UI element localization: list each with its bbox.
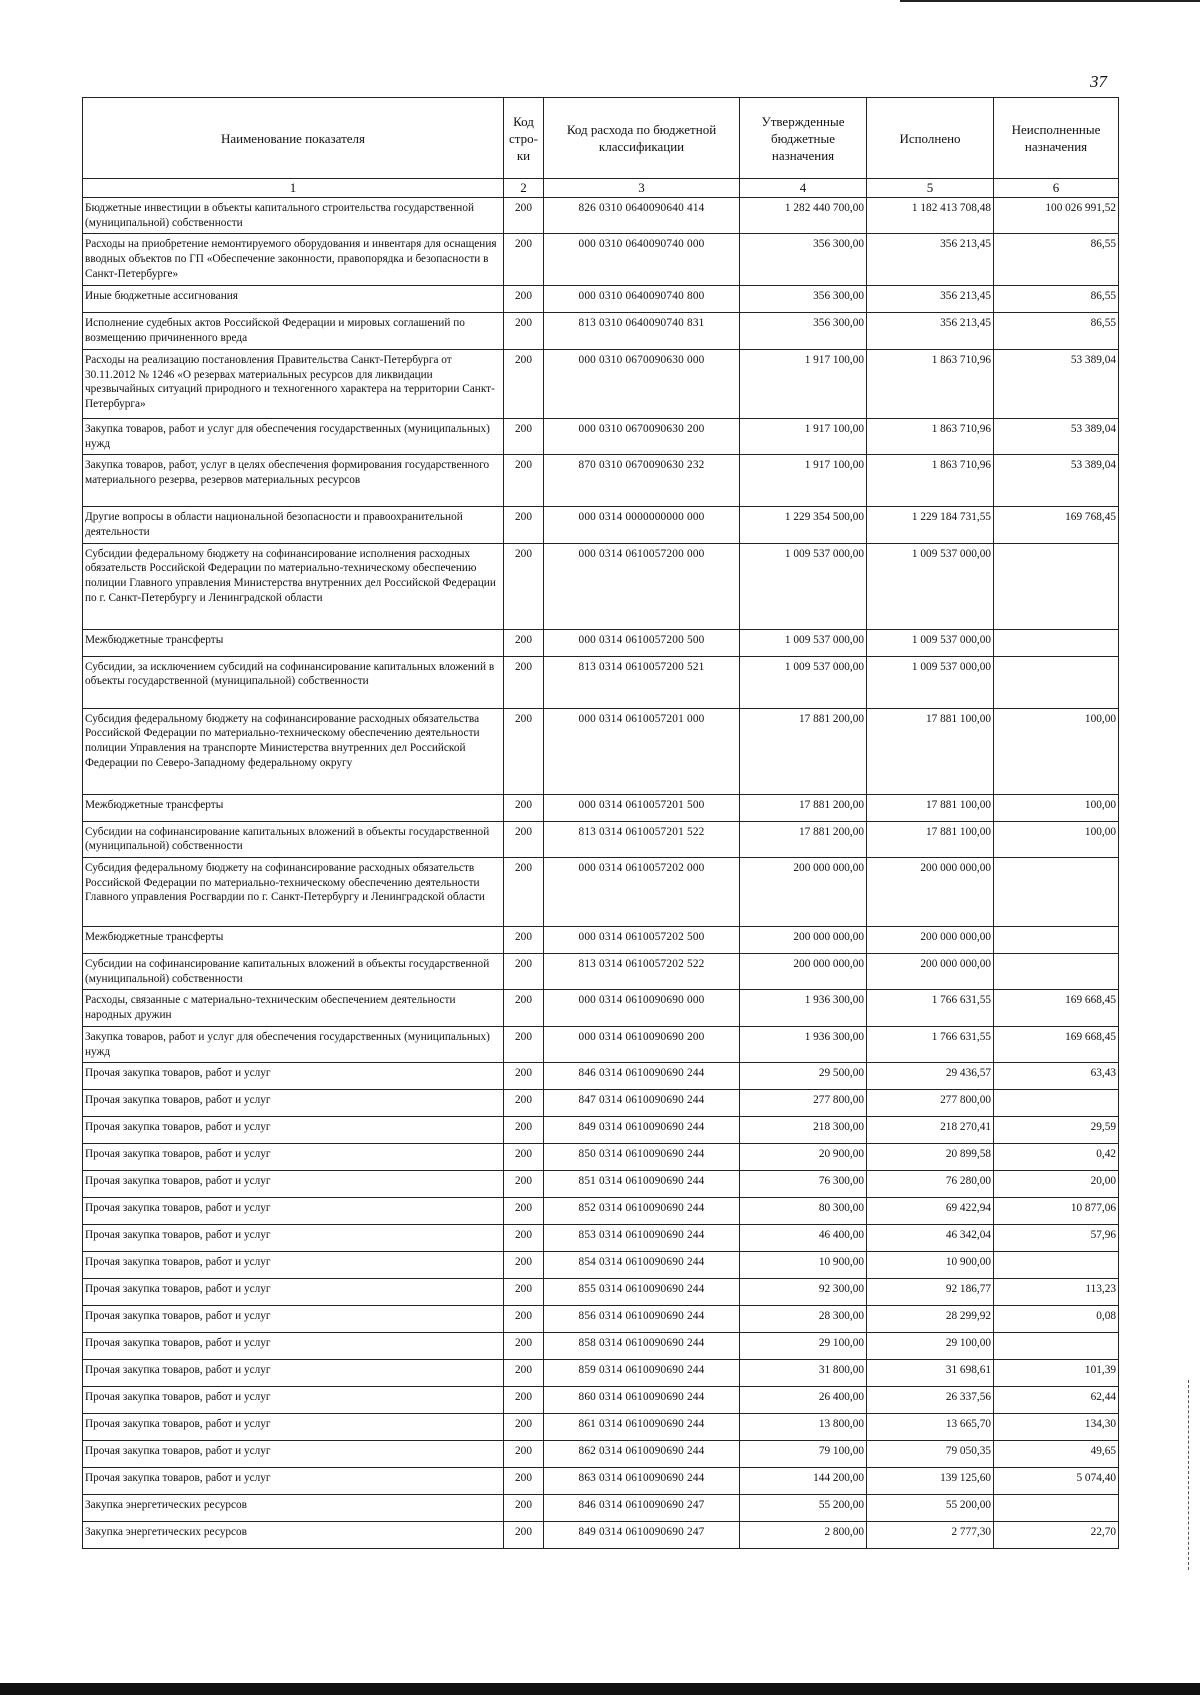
row-executed-amount: 218 270,41 [867,1117,994,1144]
row-name: Закупка товаров, работ, услуг в целях обеспечения формирования государственного материального резерва, резервов материальных ресурсов [83,455,504,507]
row-expense-code: 851 0314 0610090690 244 [544,1171,740,1198]
table-row [83,1441,1119,1468]
row-approved-amount: 1 917 100,00 [740,455,867,507]
row-unexecuted-amount: 100 026 991,52 [994,198,1119,234]
row-name: Расходы на приобретение немонтируемого оборудования и инвентаря для оснащения вводных объектов по ГП «Обеспечение законности, правопорядка и безопасности в Санкт-Петербурге» [83,234,504,286]
row-line-code: 200 [504,234,544,286]
row-unexecuted-amount: 113,23 [994,1279,1119,1306]
table-row [83,1306,1119,1333]
row-executed-amount: 356 213,45 [867,313,994,349]
table-row [83,418,1119,454]
bottom-scan-bar [0,1683,1200,1695]
row-line-code: 200 [504,954,544,990]
row-name: Расходы, связанные с материально-техническим обеспечением деятельности народных дружин [83,990,504,1026]
row-executed-amount: 31 698,61 [867,1360,994,1387]
table-row [83,708,1119,794]
row-name: Прочая закупка товаров, работ и услуг [83,1225,504,1252]
column-number-row [83,179,1119,198]
row-line-code: 200 [504,198,544,234]
row-approved-amount: 76 300,00 [740,1171,867,1198]
row-executed-amount: 200 000 000,00 [867,954,994,990]
row-executed-amount: 139 125,60 [867,1468,994,1495]
row-name: Субсидии федеральному бюджету на софинансирование исполнения расходных обязательств Российской Федерации по материально-техническому обеспечению полиции Главного управления Министерства внутренних дел Российской Федерации по г. Санкт-Петербургу и Ленинградской области [83,543,504,629]
row-unexecuted-amount [994,1495,1119,1522]
row-name: Закупка энергетических ресурсов [83,1495,504,1522]
row-line-code: 200 [504,858,544,927]
row-executed-amount: 1 863 710,96 [867,418,994,454]
row-approved-amount: 144 200,00 [740,1468,867,1495]
row-expense-code: 849 0314 0610090690 244 [544,1117,740,1144]
row-approved-amount: 218 300,00 [740,1117,867,1144]
row-executed-amount: 29 436,57 [867,1063,994,1090]
row-name: Прочая закупка товаров, работ и услуг [83,1414,504,1441]
row-name: Прочая закупка товаров, работ и услуг [83,1279,504,1306]
table-row [83,656,1119,708]
row-expense-code: 000 0310 0670090630 200 [544,418,740,454]
row-executed-amount: 1 766 631,55 [867,990,994,1026]
row-approved-amount: 1 936 300,00 [740,1026,867,1062]
table-row [83,543,1119,629]
row-approved-amount: 200 000 000,00 [740,954,867,990]
row-approved-amount: 79 100,00 [740,1441,867,1468]
row-approved-amount: 29 100,00 [740,1333,867,1360]
row-unexecuted-amount [994,543,1119,629]
row-line-code: 200 [504,543,544,629]
row-approved-amount: 55 200,00 [740,1495,867,1522]
header-line-code: Код стро-ки [504,98,544,179]
row-line-code: 200 [504,1063,544,1090]
row-line-code: 200 [504,1495,544,1522]
row-name: Прочая закупка товаров, работ и услуг [83,1198,504,1225]
row-name: Прочая закупка товаров, работ и услуг [83,1063,504,1090]
row-unexecuted-amount: 86,55 [994,313,1119,349]
row-unexecuted-amount: 5 074,40 [994,1468,1119,1495]
row-line-code: 200 [504,656,544,708]
row-approved-amount: 80 300,00 [740,1198,867,1225]
header-executed: Исполнено [867,98,994,179]
row-approved-amount: 1 917 100,00 [740,349,867,418]
row-line-code: 200 [504,418,544,454]
row-line-code: 200 [504,1225,544,1252]
row-executed-amount: 29 100,00 [867,1333,994,1360]
row-executed-amount: 1 182 413 708,48 [867,198,994,234]
table-row [83,349,1119,418]
row-unexecuted-amount: 134,30 [994,1414,1119,1441]
table-row [83,286,1119,313]
table-row [83,821,1119,857]
row-expense-code: 846 0314 0610090690 244 [544,1063,740,1090]
row-unexecuted-amount: 169 768,45 [994,507,1119,543]
row-expense-code: 854 0314 0610090690 244 [544,1252,740,1279]
table-row [83,1387,1119,1414]
scan-edge-marks [1188,1380,1191,1570]
row-name: Межбюджетные трансферты [83,927,504,954]
row-approved-amount: 200 000 000,00 [740,858,867,927]
table-row [83,629,1119,656]
row-executed-amount: 1 009 537 000,00 [867,543,994,629]
row-expense-code: 000 0314 0610057200 500 [544,629,740,656]
row-unexecuted-amount [994,629,1119,656]
column-number: 3 [544,179,740,198]
row-line-code: 200 [504,1117,544,1144]
row-executed-amount: 13 665,70 [867,1414,994,1441]
row-executed-amount: 17 881 100,00 [867,794,994,821]
row-expense-code: 861 0314 0610090690 244 [544,1414,740,1441]
row-line-code: 200 [504,349,544,418]
row-name: Другие вопросы в области национальной безопасности и правоохранительной деятельности [83,507,504,543]
row-unexecuted-amount: 86,55 [994,234,1119,286]
row-unexecuted-amount: 169 668,45 [994,990,1119,1026]
row-line-code: 200 [504,1360,544,1387]
row-expense-code: 000 0314 0610057202 500 [544,927,740,954]
header-expense-code: Код расхода по бюджетной классификации [544,98,740,179]
row-executed-amount: 1 009 537 000,00 [867,656,994,708]
row-expense-code: 000 0314 0610090690 200 [544,1026,740,1062]
row-line-code: 200 [504,1144,544,1171]
row-executed-amount: 200 000 000,00 [867,858,994,927]
table-row [83,1090,1119,1117]
row-unexecuted-amount [994,858,1119,927]
row-line-code: 200 [504,1198,544,1225]
row-expense-code: 858 0314 0610090690 244 [544,1333,740,1360]
table-row [83,990,1119,1026]
row-executed-amount: 20 899,58 [867,1144,994,1171]
row-executed-amount: 2 777,30 [867,1522,994,1549]
table-row [83,1333,1119,1360]
header-indicator-name: Наименование показателя [83,98,504,179]
row-expense-code: 856 0314 0610090690 244 [544,1306,740,1333]
row-approved-amount: 29 500,00 [740,1063,867,1090]
row-unexecuted-amount: 100,00 [994,821,1119,857]
row-executed-amount: 1 766 631,55 [867,1026,994,1062]
row-name: Закупка энергетических ресурсов [83,1522,504,1549]
row-name: Прочая закупка товаров, работ и услуг [83,1252,504,1279]
table-body [83,198,1119,1549]
row-expense-code: 000 0310 0640090740 800 [544,286,740,313]
row-expense-code: 847 0314 0610090690 244 [544,1090,740,1117]
row-expense-code: 000 0314 0610057200 000 [544,543,740,629]
row-unexecuted-amount: 169 668,45 [994,1026,1119,1062]
top-edge-line [900,0,1200,2]
row-unexecuted-amount: 53 389,04 [994,349,1119,418]
row-approved-amount: 356 300,00 [740,286,867,313]
row-unexecuted-amount: 53 389,04 [994,455,1119,507]
row-approved-amount: 13 800,00 [740,1414,867,1441]
row-approved-amount: 17 881 200,00 [740,794,867,821]
header-unexecuted: Неисполненные назначения [994,98,1119,179]
table-row [83,1468,1119,1495]
row-unexecuted-amount: 53 389,04 [994,418,1119,454]
row-unexecuted-amount [994,954,1119,990]
row-expense-code: 853 0314 0610090690 244 [544,1225,740,1252]
row-executed-amount: 277 800,00 [867,1090,994,1117]
row-name: Прочая закупка товаров, работ и услуг [83,1306,504,1333]
row-approved-amount: 92 300,00 [740,1279,867,1306]
row-line-code: 200 [504,990,544,1026]
row-unexecuted-amount: 62,44 [994,1387,1119,1414]
row-expense-code: 870 0310 0670090630 232 [544,455,740,507]
row-expense-code: 000 0310 0670090630 000 [544,349,740,418]
table-row [83,1117,1119,1144]
row-approved-amount: 26 400,00 [740,1387,867,1414]
row-name: Прочая закупка товаров, работ и услуг [83,1333,504,1360]
row-unexecuted-amount: 22,70 [994,1522,1119,1549]
table-row [83,1495,1119,1522]
table-row [83,1279,1119,1306]
row-executed-amount: 356 213,45 [867,286,994,313]
row-name: Межбюджетные трансферты [83,794,504,821]
row-line-code: 200 [504,794,544,821]
column-number: 6 [994,179,1119,198]
header-approved: Утвержденные бюджетные назначения [740,98,867,179]
row-line-code: 200 [504,313,544,349]
row-executed-amount: 28 299,92 [867,1306,994,1333]
table-row [83,858,1119,927]
row-name: Прочая закупка товаров, работ и услуг [83,1441,504,1468]
row-approved-amount: 31 800,00 [740,1360,867,1387]
budget-execution-table [82,97,1119,1549]
row-executed-amount: 26 337,56 [867,1387,994,1414]
row-line-code: 200 [504,1468,544,1495]
row-approved-amount: 2 800,00 [740,1522,867,1549]
row-unexecuted-amount: 63,43 [994,1063,1119,1090]
row-line-code: 200 [504,1441,544,1468]
row-name: Прочая закупка товаров, работ и услуг [83,1144,504,1171]
row-approved-amount: 17 881 200,00 [740,708,867,794]
row-expense-code: 000 0314 0000000000 000 [544,507,740,543]
table-row [83,507,1119,543]
page-number: 37 [1090,72,1107,91]
row-approved-amount: 28 300,00 [740,1306,867,1333]
row-unexecuted-amount: 101,39 [994,1360,1119,1387]
row-expense-code: 846 0314 0610090690 247 [544,1495,740,1522]
row-name: Субсидии на софинансирование капитальных вложений в объекты государственной (муниципальной) собственности [83,821,504,857]
row-executed-amount: 1 863 710,96 [867,455,994,507]
row-name: Прочая закупка товаров, работ и услуг [83,1171,504,1198]
row-line-code: 200 [504,821,544,857]
row-name: Субсидии на софинансирование капитальных вложений в объекты государственной (муниципальной) собственности [83,954,504,990]
row-executed-amount: 17 881 100,00 [867,708,994,794]
row-unexecuted-amount: 100,00 [994,794,1119,821]
row-approved-amount: 17 881 200,00 [740,821,867,857]
row-executed-amount: 46 342,04 [867,1225,994,1252]
row-unexecuted-amount: 0,42 [994,1144,1119,1171]
row-approved-amount: 356 300,00 [740,234,867,286]
row-line-code: 200 [504,1414,544,1441]
row-unexecuted-amount: 0,08 [994,1306,1119,1333]
column-number: 1 [83,179,504,198]
row-unexecuted-amount [994,1252,1119,1279]
row-unexecuted-amount: 100,00 [994,708,1119,794]
row-approved-amount: 1 009 537 000,00 [740,656,867,708]
row-line-code: 200 [504,507,544,543]
table-row [83,1522,1119,1549]
row-name: Прочая закупка товаров, работ и услуг [83,1387,504,1414]
table-row [83,794,1119,821]
table-row [83,1063,1119,1090]
row-unexecuted-amount: 29,59 [994,1117,1119,1144]
row-expense-code: 000 0314 0610057201 500 [544,794,740,821]
row-expense-code: 850 0314 0610090690 244 [544,1144,740,1171]
row-expense-code: 000 0314 0610090690 000 [544,990,740,1026]
table-row [83,1414,1119,1441]
row-name: Прочая закупка товаров, работ и услуг [83,1468,504,1495]
table-row [83,313,1119,349]
row-executed-amount: 1 863 710,96 [867,349,994,418]
row-name: Прочая закупка товаров, работ и услуг [83,1090,504,1117]
row-unexecuted-amount: 20,00 [994,1171,1119,1198]
row-line-code: 200 [504,1026,544,1062]
row-expense-code: 813 0310 0640090740 831 [544,313,740,349]
row-executed-amount: 10 900,00 [867,1252,994,1279]
row-line-code: 200 [504,708,544,794]
row-expense-code: 863 0314 0610090690 244 [544,1468,740,1495]
row-unexecuted-amount: 49,65 [994,1441,1119,1468]
row-name: Субсидия федеральному бюджету на софинансирование расходных обязательства Российской Федерации по материально-техническому обеспечению деятельности полиции Управления на транспорте Министерства внутренних дел Российской Федерации по Северо-Западному федеральному округу [83,708,504,794]
row-approved-amount: 20 900,00 [740,1144,867,1171]
row-line-code: 200 [504,455,544,507]
row-line-code: 200 [504,927,544,954]
table-row [83,927,1119,954]
row-approved-amount: 1 009 537 000,00 [740,629,867,656]
table-row [83,1252,1119,1279]
row-expense-code: 855 0314 0610090690 244 [544,1279,740,1306]
table-row [83,1198,1119,1225]
row-name: Прочая закупка товаров, работ и услуг [83,1360,504,1387]
row-name: Межбюджетные трансферты [83,629,504,656]
row-expense-code: 000 0314 0610057201 000 [544,708,740,794]
table-row [83,1171,1119,1198]
column-number: 5 [867,179,994,198]
row-approved-amount: 356 300,00 [740,313,867,349]
row-name: Бюджетные инвестиции в объекты капитального строительства государственной (муниципальной) собственности [83,198,504,234]
row-expense-code: 813 0314 0610057202 522 [544,954,740,990]
table-row [83,954,1119,990]
row-name: Иные бюджетные ассигнования [83,286,504,313]
row-unexecuted-amount: 10 877,06 [994,1198,1119,1225]
row-line-code: 200 [504,286,544,313]
row-name: Закупка товаров, работ и услуг для обеспечения государственных (муниципальных) нужд [83,1026,504,1062]
row-executed-amount: 76 280,00 [867,1171,994,1198]
table-row [83,1360,1119,1387]
row-approved-amount: 46 400,00 [740,1225,867,1252]
row-line-code: 200 [504,1333,544,1360]
row-expense-code: 000 0310 0640090740 000 [544,234,740,286]
row-executed-amount: 79 050,35 [867,1441,994,1468]
row-line-code: 200 [504,1090,544,1117]
row-approved-amount: 1 229 354 500,00 [740,507,867,543]
row-name: Закупка товаров, работ и услуг для обеспечения государственных (муниципальных) нужд [83,418,504,454]
row-name: Прочая закупка товаров, работ и услуг [83,1117,504,1144]
row-line-code: 200 [504,1387,544,1414]
table-row [83,1144,1119,1171]
row-approved-amount: 10 900,00 [740,1252,867,1279]
table-row [83,1225,1119,1252]
column-number: 4 [740,179,867,198]
row-executed-amount: 92 186,77 [867,1279,994,1306]
row-expense-code: 813 0314 0610057201 522 [544,821,740,857]
row-executed-amount: 200 000 000,00 [867,927,994,954]
row-expense-code: 859 0314 0610090690 244 [544,1360,740,1387]
row-line-code: 200 [504,1522,544,1549]
row-executed-amount: 1 229 184 731,55 [867,507,994,543]
row-approved-amount: 277 800,00 [740,1090,867,1117]
table-row [83,1026,1119,1062]
row-line-code: 200 [504,1279,544,1306]
table-row [83,234,1119,286]
row-executed-amount: 1 009 537 000,00 [867,629,994,656]
column-number: 2 [504,179,544,198]
row-executed-amount: 17 881 100,00 [867,821,994,857]
row-expense-code: 849 0314 0610090690 247 [544,1522,740,1549]
row-executed-amount: 69 422,94 [867,1198,994,1225]
header-row [83,98,1119,179]
row-line-code: 200 [504,1171,544,1198]
row-approved-amount: 1 936 300,00 [740,990,867,1026]
row-name: Субсидии, за исключением субсидий на софинансирование капитальных вложений в объекты государственной (муниципальной) собственности [83,656,504,708]
table-row [83,198,1119,234]
row-line-code: 200 [504,629,544,656]
row-expense-code: 000 0314 0610057202 000 [544,858,740,927]
row-unexecuted-amount [994,1090,1119,1117]
row-name: Расходы на реализацию постановления Правительства Санкт-Петербурга от 30.11.2012 № 1246 «О резервах материальных ресурсов для ликвидации чрезвычайных ситуаций природного и техногенного характера на территории Санкт-Петербурга» [83,349,504,418]
row-expense-code: 826 0310 0640090640 414 [544,198,740,234]
row-unexecuted-amount [994,656,1119,708]
row-unexecuted-amount [994,1333,1119,1360]
row-approved-amount: 1 917 100,00 [740,418,867,454]
row-expense-code: 862 0314 0610090690 244 [544,1441,740,1468]
row-approved-amount: 1 282 440 700,00 [740,198,867,234]
row-name: Субсидия федеральному бюджету на софинансирование расходных обязательств Российской Федерации по материально-техническому обеспечению деятельности Главного управления Росгвардии по г. Санкт-Петербургу и Ленинградской области [83,858,504,927]
row-executed-amount: 356 213,45 [867,234,994,286]
row-line-code: 200 [504,1306,544,1333]
row-line-code: 200 [504,1252,544,1279]
row-expense-code: 852 0314 0610090690 244 [544,1198,740,1225]
row-name: Исполнение судебных актов Российской Федерации и мировых соглашений по возмещению причиненного вреда [83,313,504,349]
row-unexecuted-amount: 57,96 [994,1225,1119,1252]
table-row [83,455,1119,507]
row-unexecuted-amount [994,927,1119,954]
row-unexecuted-amount: 86,55 [994,286,1119,313]
row-executed-amount: 55 200,00 [867,1495,994,1522]
row-approved-amount: 200 000 000,00 [740,927,867,954]
row-approved-amount: 1 009 537 000,00 [740,543,867,629]
row-expense-code: 860 0314 0610090690 244 [544,1387,740,1414]
row-expense-code: 813 0314 0610057200 521 [544,656,740,708]
